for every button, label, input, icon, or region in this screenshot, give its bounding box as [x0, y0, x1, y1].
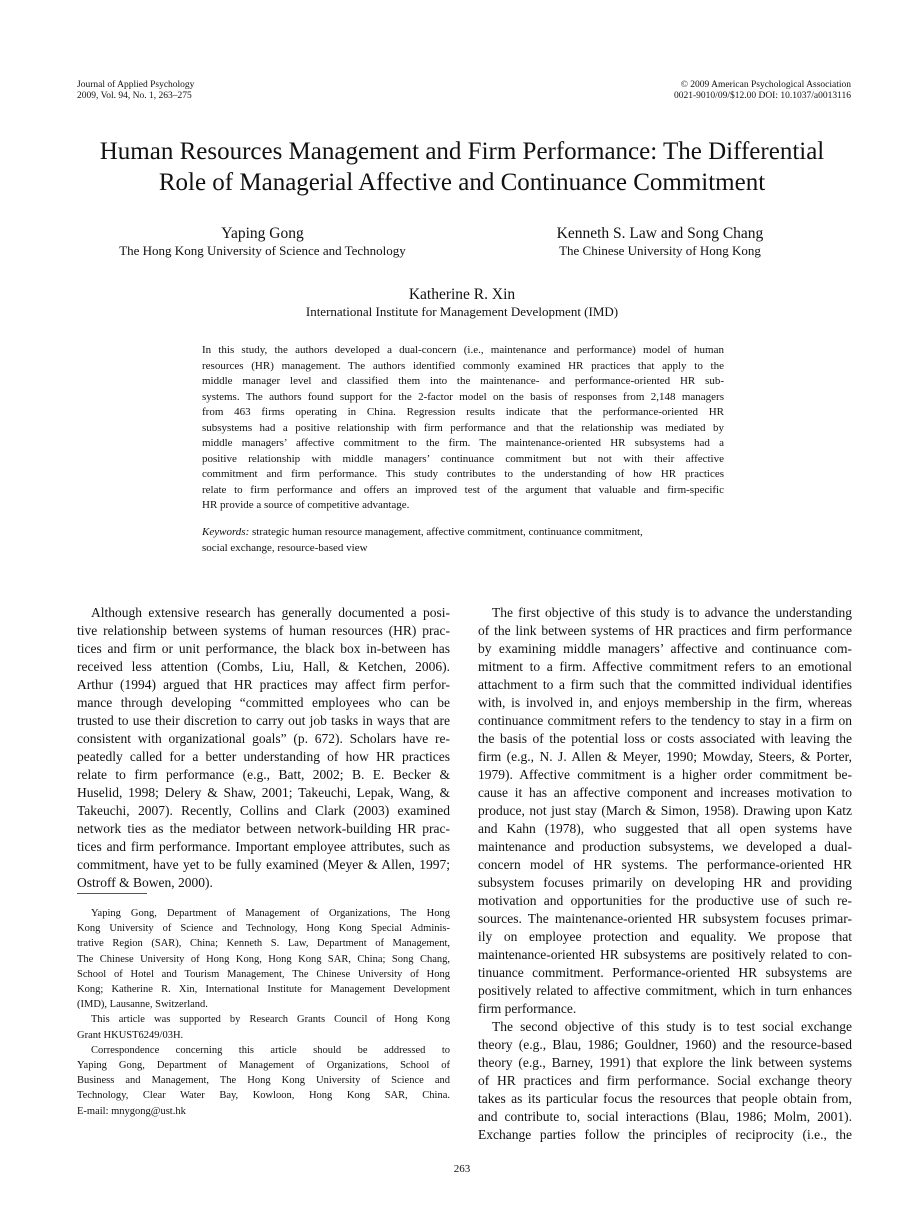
text-line: ily on employee protection and equality. We propose that — [478, 929, 852, 944]
text-line: In this study, the authors developed a dual-concern (i.e., maintenance and performance) model of human — [202, 344, 724, 356]
text-line: firm (e.g., N. J. Allen & Meyer, 1990; Mowday, Steers, & Porter, — [478, 749, 852, 764]
text-line: produce, not just stay (March & Simon, 1958). Drawing upon Katz — [478, 803, 852, 818]
text-line: Kong; Katherine R. Xin, International Institute for Management Development — [77, 984, 450, 996]
text-line: the basis of the potential loss or costs associated with leaving the — [478, 731, 852, 746]
text-line: Grant HKUST6249/03H. — [77, 1029, 184, 1041]
text-line: received less attention (Combs, Liu, Hall, & Ketchen, 2006). — [77, 659, 450, 674]
text-line: attachment to a firm such that the committed individual identifies — [478, 677, 852, 692]
author-block — [535, 224, 785, 258]
text-line: The second objective of this study is to test social exchange — [492, 1019, 852, 1034]
text-line: continuance commitment refers to the tendency to stay in a firm on — [478, 713, 852, 728]
text-line: Correspondence concerning this article should be addressed to — [91, 1044, 450, 1056]
text-line: and Kahn (1978), who suggested that all open systems have — [478, 821, 852, 836]
page-number: 263 — [453, 1163, 471, 1175]
text-line: maintenance and production subsystems, we developed a dual- — [478, 839, 852, 854]
text-line: concern model of HR systems. The performance-oriented HR — [478, 857, 852, 872]
text-line: cause it has an affective component and increases motivation to — [478, 785, 852, 800]
text-line: commitment, have yet to be fully examined (Meyer & Allen, 1997; — [77, 857, 450, 872]
text-line: Ostroff & Bowen, 2000). — [77, 875, 213, 890]
text-line: HR provide a source of competitive advantage. — [202, 499, 410, 511]
text-line: This article was supported by Research Grants Council of Hong Kong — [91, 1014, 450, 1026]
abstract — [202, 343, 724, 514]
text-line: motivation and opportunities for the productive use of such re- — [478, 893, 852, 908]
text-line: Kong University of Science and Technology, Hong Kong Special Adminis- — [77, 923, 450, 935]
author-block — [100, 224, 425, 258]
keywords-text: strategic human resource management, affective commitment, continuance commitment, — [252, 526, 643, 538]
text-line: E-mail: mnygong@ust.hk — [77, 1105, 186, 1117]
keywords-line — [202, 525, 724, 541]
text-line: trusted to use their discretion to carry out job tasks in ways that are — [77, 713, 450, 728]
text-line: (IMD), Lausanne, Switzerland. — [77, 999, 208, 1011]
text-line: from 463 firms operating in China. Regression results indicate that the performance-oriented HR — [202, 406, 724, 418]
text-line: network ties as the mediator between network-building HR prac- — [77, 821, 450, 836]
text-line: theory (e.g., Barney, 1991) that explore the link between systems — [478, 1055, 852, 1070]
keywords-label: Keywords: — [202, 526, 250, 538]
header-line: 0021-9010/09/$12.00 DOI: 10.1037/a0013116 — [674, 91, 851, 101]
text-line: of HR practices and firm performance. Social exchange theory — [478, 1073, 852, 1088]
text-line: Technology, Clear Water Bay, Kowloon, Hong Kong SAR, China. — [77, 1090, 450, 1102]
header-line: © 2009 American Psychological Association — [680, 80, 851, 90]
text-line: subsystem focuses primarily on developing HR and providing — [478, 875, 852, 890]
author-footnote — [77, 906, 450, 1119]
text-line: subsystems had a positive relationship with firm performance and that the relationship was mediated by — [202, 421, 724, 434]
title-line: Role of Managerial Affective and Continuance Commitment — [158, 169, 766, 196]
text-line: tive relationship between systems of human resources (HR) prac- — [77, 623, 450, 638]
text-line: positive relationship with middle managers’ continuance commitment but not with their affective — [202, 452, 724, 465]
author-name: Katherine R. Xin — [408, 286, 516, 303]
text-line: resources (HR) management. The authors identified commonly examined HR practices that apply to the — [202, 359, 724, 372]
text-line: sources. The maintenance-oriented HR subsystem focuses primar- — [478, 911, 852, 926]
text-line: tinuance commitment. Performance-oriented HR subsystems are — [478, 965, 852, 980]
author-block — [200, 285, 724, 319]
text-line: of the link between systems of HR practices and firm performance — [478, 623, 852, 638]
text-line: positively related to affective commitment, which in turn enhances — [478, 983, 852, 998]
author-name: Yaping Gong — [221, 225, 304, 242]
text-line: The Chinese University of Hong Kong, Hong Kong SAR, China; Song Chang, — [77, 953, 450, 965]
text-line: The first objective of this study is to advance the understanding — [492, 605, 852, 620]
text-line: maintenance-oriented HR subsystems are positively related to con- — [478, 947, 852, 962]
text-line: Yaping Gong, Department of Management of Organizations, School of — [77, 1060, 450, 1072]
text-line: Although extensive research has generally documented a posi- — [91, 605, 450, 620]
text-line: School of Hotel and Tourism Management, The Chinese University of Hong — [77, 968, 450, 980]
author-affiliation: The Chinese University of Hong Kong — [559, 243, 761, 258]
footnote-divider — [77, 893, 147, 894]
copyright-header — [674, 80, 851, 102]
author-name: Kenneth S. Law and Song Chang — [556, 225, 764, 242]
text-line: takes as its particular focus the resources that people obtain from, — [478, 1091, 852, 1106]
text-line: Business and Management, The Hong Kong University of Science and — [77, 1075, 450, 1087]
title-line: Human Resources Management and Firm Performance: The Differential — [99, 138, 825, 165]
right-column-body — [478, 604, 852, 1144]
header-line: Journal of Applied Psychology — [77, 80, 195, 90]
text-line: Arthur (1994) argued that HR practices may affect firm perfor- — [77, 677, 450, 692]
text-line: 1979). Affective commitment is a higher order commitment be- — [478, 767, 852, 782]
header-line: 2009, Vol. 94, No. 1, 263–275 — [77, 91, 192, 101]
text-line: Huselid, 1998; Delery & Shaw, 2001; Takeuchi, Lepak, Wang, & — [77, 785, 450, 800]
author-affiliation: The Hong Kong University of Science and Technology — [119, 243, 406, 258]
author-affiliation: International Institute for Management Development (IMD) — [305, 304, 619, 319]
text-line: Exchange parties follow the principles of reciprocity (i.e., the — [478, 1127, 852, 1142]
text-line: middle manager level and classified them into the maintenance- and performance-oriented HR sub- — [202, 375, 724, 387]
text-line: theory (e.g., Blau, 1986; Gouldner, 1960) and the resource-based — [478, 1037, 852, 1052]
text-line: commitment and firm performance. This study contributes to the understanding of how HR practices — [202, 468, 724, 480]
text-line: systems. The authors found support for the 2-factor model on the basis of responses from 2,148 managers — [202, 390, 724, 403]
text-line: and contribute to, social interactions (Blau, 1986; Molm, 2001). — [478, 1109, 852, 1124]
text-line: firm performance. — [478, 1001, 577, 1016]
text-line: mance through developing “committed employees who can be — [77, 695, 450, 710]
text-line: by examining middle managers’ affective and continuance com- — [478, 641, 852, 656]
keywords-line: social exchange, resource-based view — [202, 541, 368, 554]
text-line: Yaping Gong, Department of Management of Organizations, The Hong — [91, 908, 450, 919]
text-line: middle managers’ affective commitment to the firm. The maintenance-oriented HR subsystems had a — [202, 437, 724, 449]
text-line: Takeuchi, 2007). Recently, Collins and Clark (2003) examined — [77, 803, 450, 818]
text-line: relate to firm performance (e.g., Batt, 2002; B. E. Becker & — [77, 767, 450, 782]
article-title — [60, 136, 864, 198]
keywords — [202, 525, 724, 556]
text-line: trative Region (SAR), China; Kenneth S. Law, Department of Management, — [77, 938, 450, 950]
text-line: peatedly called for a better understanding of how HR practices — [77, 749, 450, 764]
text-line: tices and firm or unit performance, the black box in-between has — [77, 641, 450, 656]
left-column-body — [77, 604, 450, 892]
text-line: tices and firm performance. Important employee attributes, such as — [77, 839, 450, 854]
text-line: relate to firm performance and offers an improved test of the argument that valuable and firm-specific — [202, 483, 724, 496]
text-line: mitment to a firm. Affective commitment refers to an emotional — [478, 659, 852, 674]
text-line: with, is involved in, and enjoys membership in the firm, whereas — [478, 695, 852, 710]
journal-citation-header — [77, 80, 194, 102]
text-line: consistent with organizational goals” (p. 672). Scholars have re- — [77, 731, 450, 746]
